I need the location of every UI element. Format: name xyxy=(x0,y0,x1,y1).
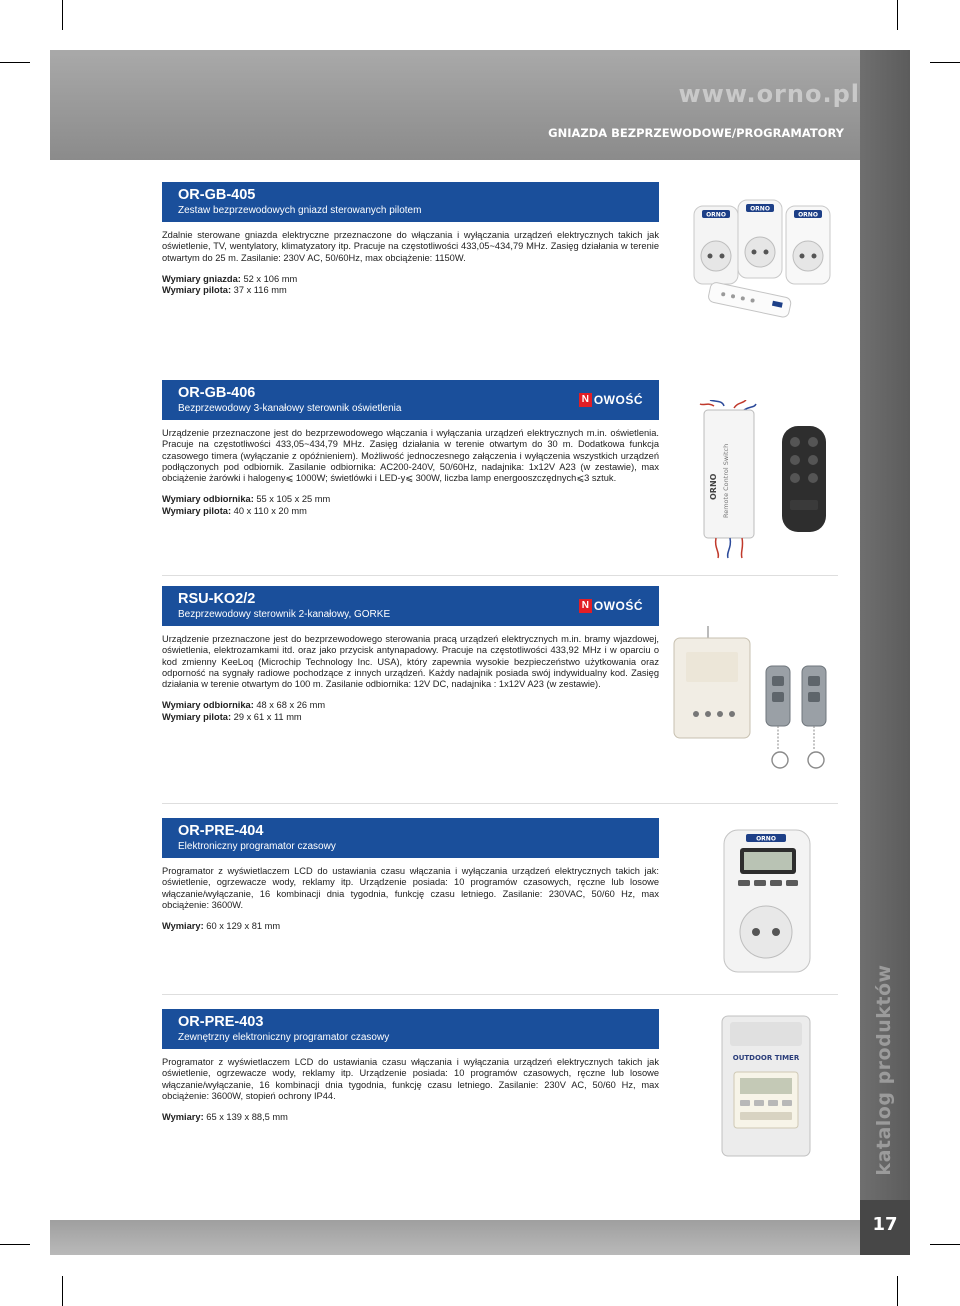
dim-value: 65 x 139 x 88,5 mm xyxy=(203,1112,288,1123)
dim-label: Wymiary pilota: xyxy=(162,285,232,296)
site-url: www.orno.pl xyxy=(678,80,860,108)
dim-value: 55 x 105 x 25 mm xyxy=(253,494,331,505)
product-name: Bezprzewodowy 3-kanałowy sterownik oświetlenia xyxy=(178,403,402,414)
catalog-label: katalog produktów xyxy=(873,964,895,1176)
crop-mark xyxy=(930,1244,960,1245)
page-number: 17 xyxy=(872,1214,898,1235)
product-or-pre-404 xyxy=(162,818,659,933)
dim-label: Wymiary pilota: xyxy=(162,711,232,722)
crop-mark xyxy=(897,0,898,30)
crop-mark xyxy=(0,62,30,63)
receiver-box-image xyxy=(674,626,750,738)
new-badge-letter: N xyxy=(579,599,592,613)
separator xyxy=(162,575,838,576)
page-header-band xyxy=(50,50,860,160)
receiver-image xyxy=(700,400,756,558)
product-or-gb-405 xyxy=(162,182,659,297)
product-name: Bezprzewodowy sterownik 2-kanałowy, GORKE xyxy=(178,609,391,620)
product-description: Programator z wyświetlaczem LCD do ustawiania czasu włączania i wyłączania urządzeń elektrycznych takich jak: oświetlenie, ogrzewacze wody, reklamy itp. Urządzenie posiada: 10 programów czasowych, ręczne lub losowe włączanie/wyłączanie, 16 kombinacji dnia tygodnia, funkcję czasu letniego. Zasilanie: 230VAC, 50/60 Hz, max obciążenie: 3600W. xyxy=(162,866,659,910)
product-description: Zdalnie sterowane gniazda elektryczne przeznaczone do włączania i wyłączania urządzeń elektrycznych takich jak oświetlenie, TV, wentylatory, klimatyzatory itp. Pracuje na częstotliwości 433,05~434,79 MHz. Zasięg działania w terenie otwartym do 25 m. Zasilanie: 230V AC, 50/60Hz, max obciążenie: 1150W. xyxy=(162,230,659,263)
new-badge-text: OWOŚĆ xyxy=(593,393,643,407)
page-footer-band xyxy=(50,1220,860,1255)
new-badge-letter: N xyxy=(579,393,592,407)
product-code: RSU-KO2/2 xyxy=(178,591,256,607)
svg-text:ORNO: ORNO xyxy=(750,205,770,213)
dim-label: Wymiary pilota: xyxy=(162,505,232,516)
product-dimensions xyxy=(162,700,659,723)
svg-text:ORNO: ORNO xyxy=(709,473,718,500)
section-title: GNIAZDA BEZPRZEWODOWE/PROGRAMATORY xyxy=(548,126,844,140)
dim-label: Wymiary odbiornika: xyxy=(162,494,254,505)
product-photo-sockets xyxy=(690,198,840,328)
product-or-gb-406 xyxy=(162,380,659,517)
crop-mark xyxy=(62,0,63,30)
product-photo-timer-404 xyxy=(718,826,818,976)
svg-text:OUTDOOR TIMER: OUTDOOR TIMER xyxy=(732,1054,800,1062)
dim-label: Wymiary gniazda: xyxy=(162,273,241,284)
outdoor-timer-image xyxy=(722,1016,810,1156)
product-photo-gorke xyxy=(668,622,848,782)
product-dimensions xyxy=(162,274,659,297)
svg-text:ORNO: ORNO xyxy=(756,835,776,843)
dim-label: Wymiary: xyxy=(162,1112,204,1123)
socket-image xyxy=(738,200,782,278)
product-code: OR-GB-406 xyxy=(178,385,256,401)
product-header xyxy=(162,182,659,222)
dim-label: Wymiary odbiornika: xyxy=(162,700,254,711)
dim-value: 40 x 110 x 20 mm xyxy=(231,505,307,516)
product-name: Zewnętrzny elektroniczny programator czasowy xyxy=(178,1032,390,1043)
dim-label: Wymiary: xyxy=(162,921,204,932)
svg-text:ORNO: ORNO xyxy=(798,211,818,219)
product-name: Elektroniczny programator czasowy xyxy=(178,841,336,852)
svg-text:Remote Control Switch: Remote Control Switch xyxy=(722,443,730,518)
product-description: Urządzenie przeznaczone jest do bezprzewodowego włączania i wyłączania urządzeń elektrycznych m.in. oświetlenia. Pracuje na częstotliwości 433,05~434,79 MHz. Zasięg działania w terenie otwartym do 30 m. Dodatkowa funkcja czasowego timera (wyłączanie z opóźnieniem). Możliwość jednoczesnego załączenia i wyłączenia wszystkich urządzeń podłączonych pod odbiornik. Zasilanie odbiornika: AC200-240V, 50/60Hz, nadajnika: 1x12V A23 (w zestawie), max obciążenie żarówki i halogeny⩽ 1000W; świetlówki i LED-y⩽ 300W, liczba lamp energooszczędnych⩽3 sztuk. xyxy=(162,428,659,484)
keyfob-image xyxy=(802,666,826,768)
product-dimensions xyxy=(162,921,659,933)
product-code: OR-PRE-403 xyxy=(178,1014,264,1030)
dim-value: 52 x 106 mm xyxy=(240,273,298,284)
product-photo-timer-403 xyxy=(716,1012,816,1162)
crop-mark xyxy=(0,1244,30,1245)
side-rail xyxy=(860,50,910,1200)
remote-image xyxy=(707,282,791,319)
product-description: Programator z wyświetlaczem LCD do ustawiania czasu włączania i wyłączania urządzeń elektrycznych takich jak oświetlenie, ogrzewacze wody, reklamy itp. Urządzenie posiada: 10 programów czasowych, ręczne lub losowe włączanie/wyłączanie, 16 kombinacji dnia tygodnia, funkcję czasu letniego. Zasilanie: 230V AC, 50/60 Hz, max obciążenie: 3600W, stopień ochrony IP44. xyxy=(162,1057,659,1101)
timer-image xyxy=(724,830,810,972)
product-rsu-ko2-2 xyxy=(162,586,659,723)
svg-text:ORNO: ORNO xyxy=(706,211,726,219)
product-code: OR-GB-405 xyxy=(178,187,256,203)
product-name: Zestaw bezprzewodowych gniazd sterowanych pilotem xyxy=(178,205,422,216)
new-badge xyxy=(579,393,643,407)
product-code: OR-PRE-404 xyxy=(178,823,264,839)
product-description: Urządzenie przeznaczone jest do bezprzewodowego sterowania pracą urządzeń elektrycznych m.in. bramy wjazdowej, oświetlenia, elektrozamkami itd. oraz jako przycisk antynapadowy. Pracuje na częstotliwości 433,92 MHz i w oparciu o kod zmienny KeeLoq (Microchip Technology Inc. USA), który zapewnia wysokie bezpieczeństwo użytkowania oraz odporność na sygnały radiowe pochodzące z innych urządzeń. Każdy nadajnik posiada swój indywidualny kod. Zasięg działania w terenie otwartym do 100 m. Zasilanie odbiornika: 12V DC, nadajnika : 1x12V A23 (w zestawie). xyxy=(162,634,659,690)
product-header xyxy=(162,1009,659,1049)
product-header xyxy=(162,818,659,858)
dim-value: 60 x 129 x 81 mm xyxy=(203,921,281,932)
remote-image xyxy=(782,426,826,532)
crop-mark xyxy=(897,1276,898,1306)
product-header xyxy=(162,380,659,420)
socket-image xyxy=(694,206,738,284)
keyfob-image xyxy=(766,666,790,768)
product-dimensions xyxy=(162,1112,659,1124)
socket-image xyxy=(786,206,830,284)
product-photo-receiver xyxy=(694,400,844,560)
dim-value: 37 x 116 mm xyxy=(231,285,287,296)
product-header xyxy=(162,586,659,626)
product-dimensions xyxy=(162,494,659,517)
separator xyxy=(162,803,838,804)
dim-value: 48 x 68 x 26 mm xyxy=(253,700,326,711)
crop-mark xyxy=(930,62,960,63)
page-number-box xyxy=(860,1200,910,1255)
new-badge-text: OWOŚĆ xyxy=(593,599,643,613)
catalog-label-box xyxy=(864,960,904,1180)
new-badge xyxy=(579,599,643,613)
dim-value: 29 x 61 x 11 mm xyxy=(231,711,302,722)
separator xyxy=(162,994,838,995)
crop-mark xyxy=(62,1276,63,1306)
product-or-pre-403 xyxy=(162,1009,659,1124)
